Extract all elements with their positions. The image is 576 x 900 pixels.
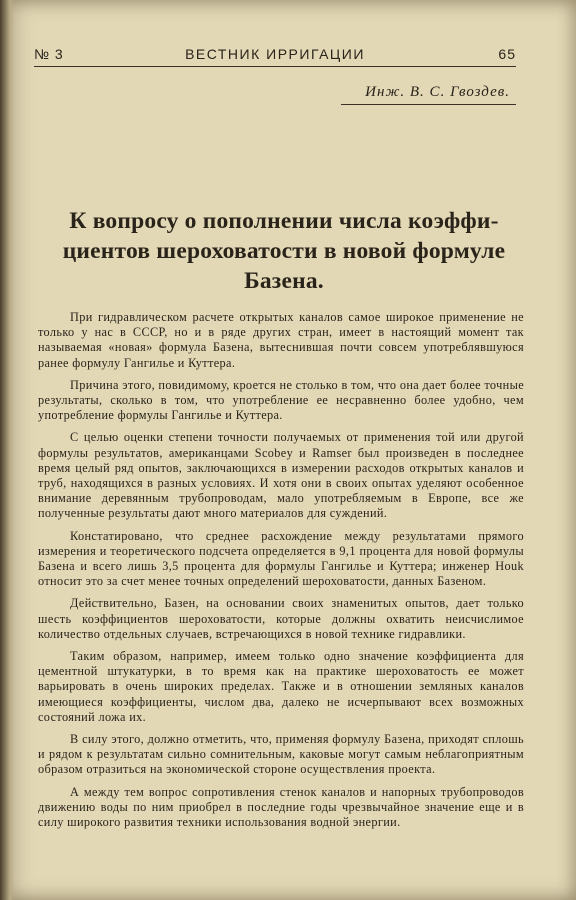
paragraph: При гидравлическом расчете открытых каналов самое широкое применение не только у нас в СССР, но и в ряде других стран, имеет в настоящий момент так называемая «новая» формула Базена, вытеснившая почти совсем употреблявшуюся ранее формулу Гангилье и Куттера. bbox=[38, 310, 524, 370]
paragraph: Таким образом, например, имеем только одно значение коэффициента для цементной штукатурки, в то время как на практике шероховатость ее может варьировать в очень широких пределах. Также и в отношении земляных каналов имеющиеся коэффициенты, числом два, далеко не исчерпывают всех возможных состояний ложа их. bbox=[38, 649, 524, 724]
paragraph: Причина этого, повидимому, кроется не столько в том, что она дает более точные результаты, сколько в том, что употребление ее несравненно более удобно, чем употребление формулы Гангилье и Куттера. bbox=[38, 377, 524, 423]
article-body bbox=[38, 310, 524, 837]
paragraph: С целью оценки степени точности получаемых от применения той или другой формулы результатов, американцами Scobey и Ramser был произведен в последнее время целый ряд опытов, заключающихся в измерении расходов открытых каналов и труб, находящихся в разных условиях. И хотя они в своих опытах уделяют особенное внимание деревянным трубопроводам, мало употребляемым в Европе, все же полученные результаты дают много материалов для суждений. bbox=[38, 430, 524, 521]
header-rule bbox=[34, 66, 516, 67]
paragraph: Констатировано, что среднее расхождение между результатами прямого измерения и теоретического подсчета определяется в 9,1 процента для новой формулы Базена и всего лишь 3,5 процента для формулы Гангилье и Куттера; инженер Houk относит это за счет менее точных определений шероховатости, данных Базеном. bbox=[38, 528, 524, 589]
running-header bbox=[34, 46, 516, 66]
article-author: Инж. В. С. Гвоздев. bbox=[341, 84, 516, 105]
page-number: 65 bbox=[498, 46, 516, 62]
book-spine-shadow bbox=[0, 0, 14, 900]
issue-number: № 3 bbox=[34, 46, 64, 62]
paragraph: А между тем вопрос сопротивления стенок каналов и напорных трубопроводов движению воды по ним приобрел в последние годы чрезвычайное значение еще и в силу широкого развития техники использования водной энергии. bbox=[38, 784, 524, 830]
journal-title: ВЕСТНИК ИРРИГАЦИИ bbox=[185, 46, 365, 62]
paragraph: Действительно, Базен, на основании своих знаменитых опытов, дает только шесть коэффициентов шероховатости, которые должны охватить неисчислимое количество отдельных случаев, встречающихся в новой технике гидравлики. bbox=[38, 596, 524, 641]
article-title: К вопросу о пополнении числа коэффи-циентов шероховатости в новой формуле Базена. bbox=[62, 208, 506, 294]
paragraph: В силу этого, должно отметить, что, применяя формулу Базена, приходят сплошь и рядом к результатам сильно сомнительным, каковые могут самым неблагоприятным образом отразиться на экономической стороне осуществления проекта. bbox=[38, 732, 524, 777]
